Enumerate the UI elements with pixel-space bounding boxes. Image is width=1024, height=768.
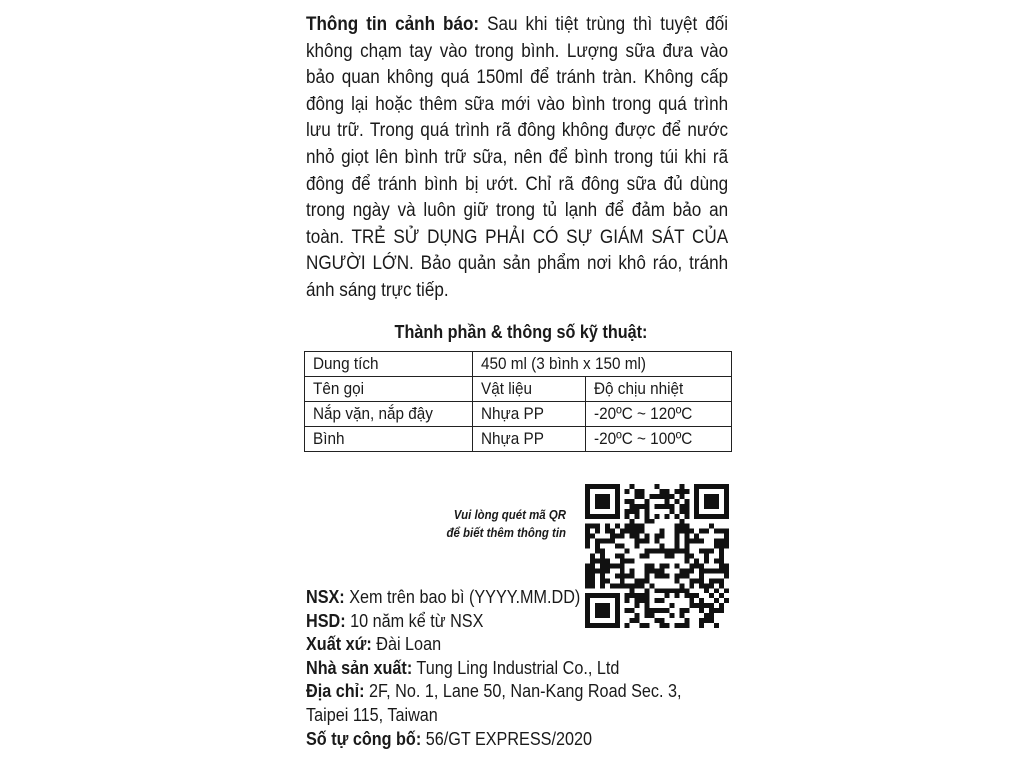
qr-note-line: để biết thêm thông tin: [446, 525, 566, 540]
header-heat-cell: Độ chịu nhiệt: [586, 377, 732, 402]
table-row: [305, 402, 732, 427]
table-cell: Nhựa PP: [473, 427, 586, 452]
header-name-cell: Tên gọi: [305, 377, 473, 402]
table-row: [305, 427, 732, 452]
table-header-row: [305, 377, 732, 402]
spec-table: [304, 351, 732, 452]
info-row-origin: Xuất xứ: Đài Loan: [306, 634, 442, 655]
capacity-label-cell: Dung tích: [305, 352, 473, 377]
info-row-declaration: Số tự công bố: 56/GT EXPRESS/2020: [306, 728, 593, 749]
info-row-address-cont: Taipei 115, Taiwan: [306, 704, 438, 725]
product-info: [306, 586, 774, 751]
spec-title: Thành phần & thông số kỹ thuật:: [394, 322, 648, 342]
warning-text: Sau khi tiệt trùng thì tuyệt đối không chạm tay vào trong bình. Lượng sữa đưa vào bảo quan không quá 150ml để tránh tràn. Không cấp đông lại hoặc thêm sữa mới vào bình trong quá trình lưu trữ. Trong quá trình rã đông không được để nước nhỏ giọt lên bình trữ sữa, nên để bình trong túi khi rã đông để tránh bình bị ướt. Chỉ rã đông sữa đủ dùng trong ngày và luôn giữ trong tủ lạnh để đảm bảo an toàn. TRẺ SỬ DỤNG PHẢI CÓ SỰ GIÁM SÁT CỦA NGƯỜI LỚN. Bảo quản sản phẩm nơi khô ráo, tránh ánh sáng trực tiếp.: [306, 14, 729, 301]
warning-paragraph: [306, 12, 728, 305]
table-cell: Nhựa PP: [473, 402, 586, 427]
capacity-value-cell: 450 ml (3 bình x 150 ml): [473, 352, 732, 377]
table-row: [305, 352, 732, 377]
info-row-manufacturer: Nhà sản xuất: Tung Ling Industrial Co., Ltd: [306, 657, 620, 678]
info-row-address: Địa chỉ: 2F, No. 1, Lane 50, Nan-Kang Road Sec. 3,: [306, 681, 682, 702]
warning-label: Thông tin cảnh báo:: [306, 14, 480, 35]
table-cell: -20ºC ~ 100ºC: [586, 427, 732, 452]
info-row-hsd: HSD: 10 năm kể từ NSX: [306, 610, 484, 631]
qr-note-line: Vui lòng quét mã QR: [453, 507, 566, 522]
table-cell: -20ºC ~ 120ºC: [586, 402, 732, 427]
qr-note: [420, 506, 566, 542]
table-cell: Nắp vặn, nắp đậy: [305, 402, 473, 427]
table-cell: Bình: [305, 427, 473, 452]
info-row-nsx: NSX: Xem trên bao bì (YYYY.MM.DD): [306, 587, 581, 607]
header-material-cell: Vật liệu: [473, 377, 586, 402]
